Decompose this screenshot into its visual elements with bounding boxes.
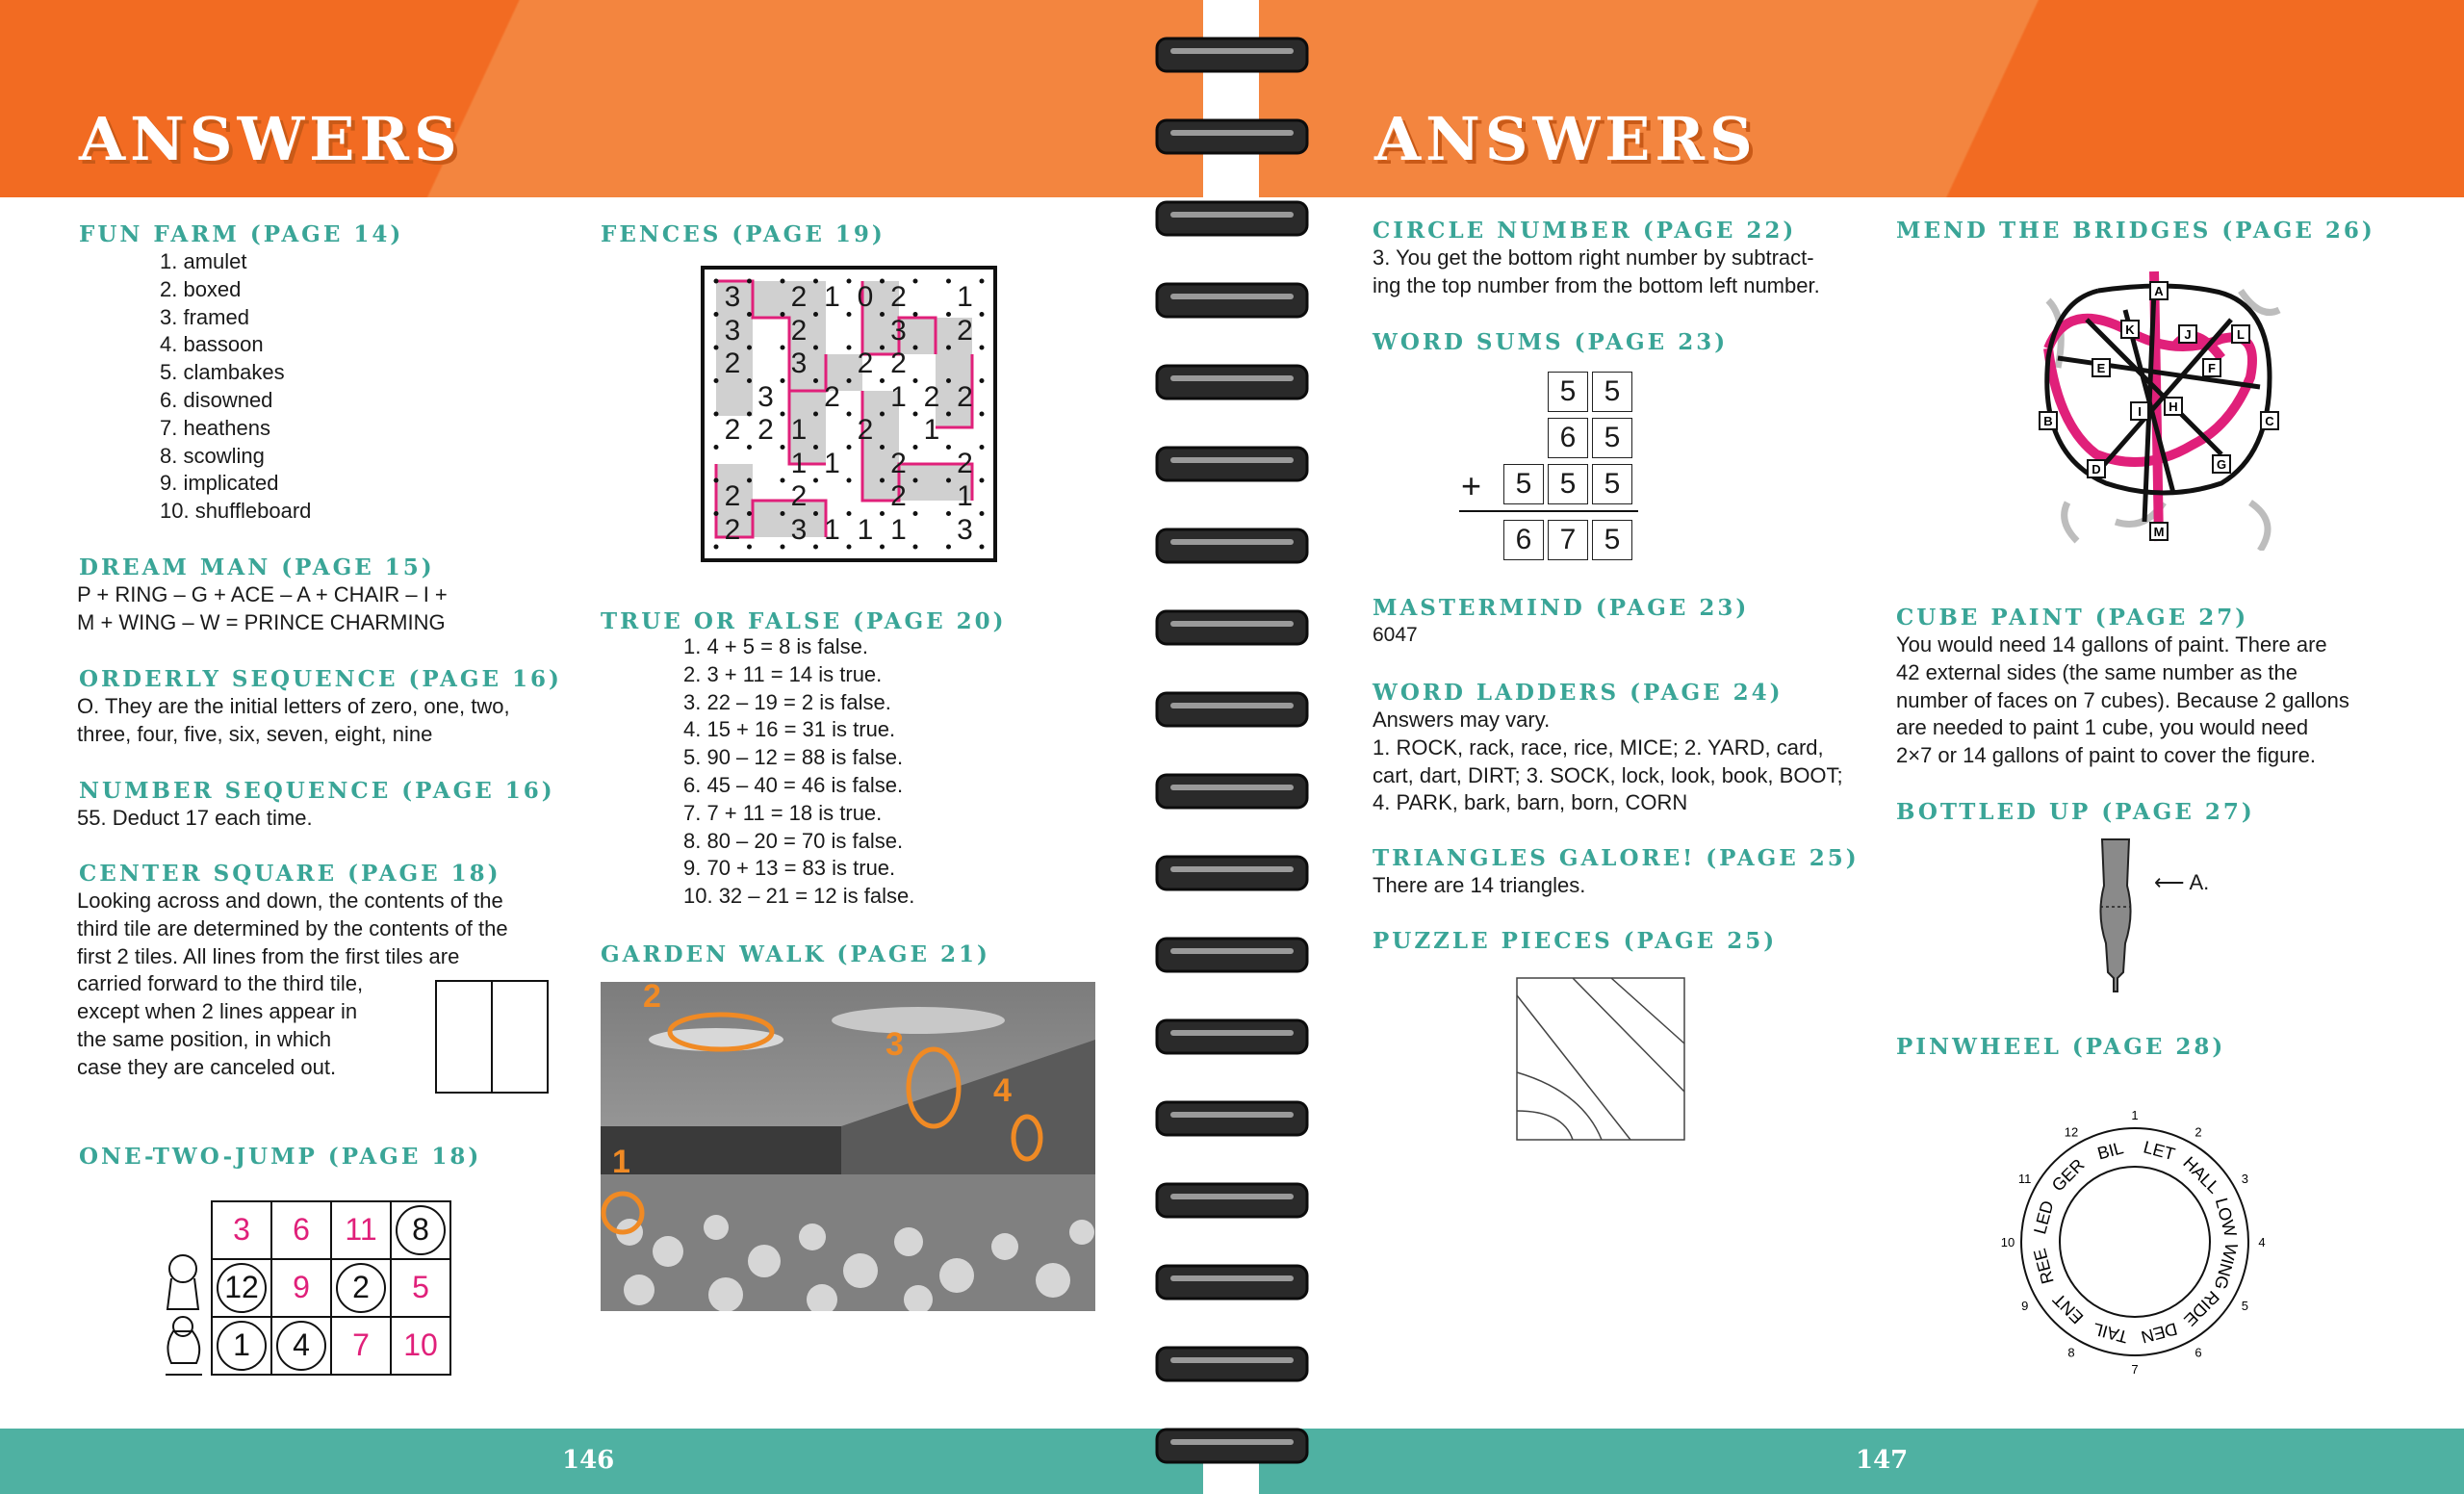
pinwheel-word: ENT <box>2048 1289 2088 1328</box>
spiral-ring-highlight <box>1170 1030 1294 1036</box>
text-line: You would need 14 gallons of paint. There are <box>1896 632 2327 657</box>
text-line: 3. You get the bottom right number by subtract- <box>1373 245 1814 270</box>
pinwheel-number: 8 <box>2067 1345 2075 1360</box>
fence-number: 1 <box>890 380 907 413</box>
fence-number: 2 <box>757 414 774 446</box>
fence-number: 1 <box>957 281 973 313</box>
fence-number: 3 <box>790 513 808 546</box>
text-line: number of faces on 7 cubes). Because 2 gallons <box>1896 687 2349 712</box>
text-line: ing the top number from the bottom left number. <box>1373 272 1820 297</box>
text-line: three, four, five, six, seven, eight, nine <box>77 721 433 746</box>
bridge-node-label: M <box>2153 525 2165 539</box>
digit-box: 5 <box>1592 418 1632 458</box>
text-line: third tile are determined by the contents of the <box>77 915 508 940</box>
pinwheel-number: 10 <box>2000 1235 2015 1249</box>
spiral-ring-highlight <box>1170 703 1294 708</box>
digit-box: 5 <box>1548 464 1588 504</box>
pinwheel-figure <box>1971 1069 2298 1405</box>
list-item: 2. boxed <box>160 276 242 301</box>
list-item: 9. 70 + 13 = 83 is true. <box>683 856 896 881</box>
pinwheel-word: LED <box>2030 1198 2058 1237</box>
pinwheel-number: 3 <box>2241 1172 2248 1186</box>
garden-walk-heading: GARDEN WALK (PAGE 21) <box>601 941 990 967</box>
arrow-left-icon: ⟵ <box>2154 870 2190 894</box>
pinwheel-word: BIL <box>2094 1138 2126 1164</box>
grid-number: 3 <box>233 1212 250 1247</box>
pinwheel-number: 6 <box>2194 1345 2202 1360</box>
text-line: cart, dart, DIRT; 3. SOCK, lock, look, book, BOOT; <box>1373 762 1843 787</box>
sum-line <box>1459 510 1638 512</box>
grid-number: 7 <box>352 1327 370 1362</box>
grid-number: 1 <box>233 1327 250 1362</box>
word-sums-grid <box>1461 372 1638 560</box>
fence-number: 2 <box>923 380 940 413</box>
spiral-ring <box>1157 1430 1307 1462</box>
spiral-ring-highlight <box>1170 1194 1294 1199</box>
digit-box: 7 <box>1548 520 1588 560</box>
right-page <box>1259 0 2464 1494</box>
grid-number: 2 <box>352 1270 370 1304</box>
pinwheel-word: HALL <box>2179 1152 2224 1198</box>
circle-number-heading: CIRCLE NUMBER (PAGE 22) <box>1373 218 1797 244</box>
fence-number: 2 <box>790 314 808 347</box>
bridge-node-label: G <box>2216 457 2227 472</box>
marker-label: 4 <box>993 1072 1012 1109</box>
text-line: 2×7 or 14 gallons of paint to cover the figure. <box>1896 743 2317 768</box>
list-item: 4. 15 + 16 = 31 is true. <box>683 717 896 742</box>
spiral-ring-highlight <box>1170 375 1294 381</box>
bridge-node-label: F <box>2208 361 2216 375</box>
list-item: 7. heathens <box>160 415 270 440</box>
fence-number: 1 <box>957 480 973 512</box>
circle-number-text <box>1373 245 1820 300</box>
pinwheel-number: 2 <box>2194 1124 2202 1140</box>
spiral-ring <box>1157 1102 1307 1135</box>
mastermind-heading: MASTERMIND (PAGE 23) <box>1373 595 1750 621</box>
fence-number: 3 <box>957 513 973 546</box>
spiral-ring <box>1157 857 1307 889</box>
fence-number: 2 <box>890 348 907 379</box>
spiral-ring <box>1157 120 1307 153</box>
list-item: 8. scowling <box>160 443 265 468</box>
text-line: Looking across and down, the contents of the <box>77 889 503 913</box>
fence-number: 2 <box>724 513 741 546</box>
fence-number: 1 <box>790 414 808 446</box>
list-item: 1. amulet <box>160 249 247 273</box>
digit-box: 6 <box>1548 418 1588 458</box>
spiral-ring <box>1157 775 1307 808</box>
bridge-node-label: B <box>2043 414 2053 428</box>
bridge-node-label: D <box>2092 462 2101 477</box>
spiral-ring <box>1157 39 1307 71</box>
word-ladders-heading: WORD LADDERS (PAGE 24) <box>1373 680 1784 706</box>
pinwheel-number: 1 <box>2131 1108 2139 1122</box>
fence-number: 2 <box>857 414 874 446</box>
spiral-ring <box>1157 611 1307 644</box>
spiral-ring-highlight <box>1170 785 1294 790</box>
fence-number: 2 <box>957 314 973 347</box>
spiral-ring-highlight <box>1170 1439 1294 1445</box>
page-number: 146 <box>562 1446 615 1475</box>
fence-number: 1 <box>790 447 808 479</box>
fence-number: 2 <box>724 348 741 379</box>
bridge-node-label: H <box>2169 399 2178 414</box>
fence-number: 1 <box>824 513 840 546</box>
text-line: There are 14 triangles. <box>1373 873 1586 897</box>
spiral-ring <box>1157 284 1307 317</box>
list-item: 8. 80 – 20 = 70 is false. <box>683 828 904 853</box>
spiral-ring <box>1157 448 1307 480</box>
pinwheel-word: RIDE <box>2180 1287 2223 1330</box>
text-line: case they are canceled out. <box>77 1054 337 1079</box>
text-line: O. They are the initial letters of zero, one, two, <box>77 694 510 718</box>
list-item: 10. 32 – 21 = 12 is false. <box>683 884 915 909</box>
grid-number: 8 <box>412 1212 429 1247</box>
fence-number: 1 <box>890 513 907 546</box>
fence-number: 2 <box>724 480 741 512</box>
spiral-ring-highlight <box>1170 212 1294 218</box>
knight-illustration <box>154 1249 214 1386</box>
fence-number: 3 <box>890 314 907 347</box>
fence-number: 1 <box>824 281 840 313</box>
fence-number: 2 <box>857 348 874 379</box>
fence-number: 3 <box>724 314 741 347</box>
plus-sign: + <box>1461 466 1482 505</box>
bottle-arrow-label <box>2154 870 2209 895</box>
list-item: 6. disowned <box>160 387 273 412</box>
fence-number: 2 <box>957 380 973 413</box>
bottle-figure <box>2087 837 2144 993</box>
page-title: ANSWERS <box>1374 104 1758 174</box>
number-sequence-heading: NUMBER SEQUENCE (PAGE 16) <box>79 778 555 804</box>
list-item: 3. 22 – 19 = 2 is false. <box>683 689 891 714</box>
pinwheel-heading: PINWHEEL (PAGE 28) <box>1896 1034 2226 1060</box>
spiral-ring-highlight <box>1170 1112 1294 1118</box>
grid-number: 11 <box>345 1212 377 1247</box>
fence-number: 0 <box>857 281 874 313</box>
dream-man-heading: DREAM MAN (PAGE 15) <box>79 554 435 580</box>
pinwheel-number: 9 <box>2021 1299 2029 1313</box>
digit-box: 5 <box>1548 372 1588 412</box>
digit-box: 5 <box>1592 464 1632 504</box>
digit-box: 5 <box>1592 520 1632 560</box>
spiral-ring-highlight <box>1170 294 1294 299</box>
triangles-galore-text <box>1373 872 1585 900</box>
triangles-galore-heading: TRIANGLES GALORE! (PAGE 25) <box>1373 845 1860 871</box>
marker-label: 1 <box>612 1144 630 1180</box>
pinwheel-word: LET <box>2141 1137 2177 1165</box>
spiral-ring <box>1157 1348 1307 1380</box>
grid-number: 4 <box>293 1327 310 1362</box>
fun-farm-list <box>160 248 311 526</box>
one-two-jump-heading: ONE-TWO-JUMP (PAGE 18) <box>79 1144 482 1170</box>
spiral-ring <box>1157 202 1307 235</box>
text-line: are needed to paint 1 cube, you would need <box>1896 715 2309 740</box>
fence-number: 3 <box>790 348 808 379</box>
list-item: 5. 90 – 12 = 88 is false. <box>683 745 904 770</box>
spiral-ring <box>1157 1184 1307 1217</box>
pinwheel-number: 4 <box>2258 1235 2266 1249</box>
list-item: 7. 7 + 11 = 18 is true. <box>683 800 883 825</box>
spiral-ring-highlight <box>1170 48 1294 54</box>
list-item: 1. 4 + 5 = 8 is false. <box>683 634 869 658</box>
list-item: 10. shuffleboard <box>160 499 312 524</box>
page-title: ANSWERS <box>79 104 462 174</box>
text-line: the same position, in which <box>77 1026 332 1051</box>
cube-paint-heading: CUBE PAINT (PAGE 27) <box>1896 605 2249 631</box>
orderly-sequence-text <box>77 693 510 749</box>
grid-number: 10 <box>403 1327 438 1362</box>
fence-number: 3 <box>757 380 774 413</box>
text-line: 4. PARK, bark, barn, born, CORN <box>1373 790 1688 815</box>
digit-box: 5 <box>1592 372 1632 412</box>
spiral-ring-highlight <box>1170 948 1294 954</box>
fence-number: 2 <box>824 380 840 413</box>
fence-number: 2 <box>957 447 973 479</box>
pinwheel-number: 7 <box>2131 1362 2139 1377</box>
bridge-node-label: A <box>2154 284 2164 298</box>
spiral-binding <box>1151 0 1313 1494</box>
pinwheel-number: 12 <box>2064 1124 2079 1140</box>
spiral-ring-highlight <box>1170 457 1294 463</box>
number-sequence-text <box>77 805 313 833</box>
center-square-tile <box>435 980 549 1094</box>
mend-the-bridges-heading: MEND THE BRIDGES (PAGE 26) <box>1896 218 2375 244</box>
text-line: 42 external sides (the same number as the <box>1896 659 2298 684</box>
fence-number: 2 <box>724 414 741 446</box>
digit-box: 5 <box>1503 464 1544 504</box>
list-item: 5. clambakes <box>160 360 285 385</box>
pinwheel-word: TAIL <box>2091 1319 2130 1348</box>
text-line: 1. ROCK, rack, race, rice, MICE; 2. YARD, card, <box>1373 734 1824 760</box>
grid-number: 6 <box>293 1212 310 1247</box>
text-line: carried forward to the third tile, <box>77 971 364 996</box>
true-or-false-heading: TRUE OR FALSE (PAGE 20) <box>601 608 1007 634</box>
true-or-false-list <box>683 633 914 911</box>
fence-number: 2 <box>890 281 907 313</box>
text-line: 6047 <box>1373 624 1418 646</box>
text-line: P + RING – G + ACE – A + CHAIR – I + <box>77 582 448 606</box>
fun-farm-heading: FUN FARM (PAGE 14) <box>79 221 404 247</box>
text-line: 55. Deduct 17 each time. <box>77 806 313 830</box>
bridge-node-label: J <box>2184 327 2192 342</box>
text-line: M + WING – W = PRINCE CHARMING <box>77 609 446 634</box>
spiral-ring-highlight <box>1170 1357 1294 1363</box>
grid-number: 9 <box>293 1270 310 1304</box>
marker-label: 3 <box>886 1026 904 1063</box>
dream-man-text <box>77 581 448 637</box>
marker-label: 2 <box>643 982 661 1015</box>
puzzle-pieces-figure <box>1515 976 1686 1142</box>
cube-paint-text <box>1896 631 2349 770</box>
pinwheel-word: LOW <box>2211 1196 2241 1240</box>
page-number: 147 <box>1856 1446 1909 1475</box>
spiral-ring <box>1157 693 1307 726</box>
puzzle-pieces-heading: PUZZLE PIECES (PAGE 25) <box>1373 928 1778 954</box>
pinwheel-word: GER <box>2047 1154 2089 1196</box>
bottle-label: A. <box>2189 870 2210 894</box>
bottled-up-heading: BOTTLED UP (PAGE 27) <box>1896 799 2255 825</box>
spiral-ring-highlight <box>1170 1275 1294 1281</box>
spiral-ring-highlight <box>1170 130 1294 136</box>
bridge-node-label: K <box>2125 322 2135 337</box>
word-ladders-text <box>1373 707 1843 817</box>
spiral-ring <box>1157 366 1307 399</box>
fence-number: 1 <box>857 513 874 546</box>
word-sums-heading: WORD SUMS (PAGE 23) <box>1373 329 1729 355</box>
digit-box: 6 <box>1503 520 1544 560</box>
list-item: 6. 45 – 40 = 46 is false. <box>683 772 904 797</box>
bridges-map <box>2029 262 2289 551</box>
fences-heading: FENCES (PAGE 19) <box>601 221 886 247</box>
list-item: 4. bassoon <box>160 332 264 357</box>
list-item: 3. framed <box>160 304 249 329</box>
text-line: Answers may vary. <box>1373 708 1551 732</box>
fence-number: 1 <box>923 414 940 446</box>
spiral-ring <box>1157 1266 1307 1299</box>
fence-number: 2 <box>790 281 808 313</box>
grid-number: 5 <box>412 1270 429 1304</box>
grid-number: 12 <box>224 1270 259 1304</box>
one-two-jump-numbers <box>210 1199 452 1377</box>
fence-number: 2 <box>790 480 808 512</box>
bridge-node-label: E <box>2096 361 2106 375</box>
bridge-node-label: I <box>2138 404 2142 419</box>
left-page <box>0 0 1203 1494</box>
spiral-ring-highlight <box>1170 539 1294 545</box>
text-line: except when 2 lines appear in <box>77 999 358 1024</box>
pinwheel-number: 11 <box>2017 1172 2032 1186</box>
orderly-sequence-heading: ORDERLY SEQUENCE (PAGE 16) <box>79 666 562 692</box>
pinwheel-word: REE <box>2029 1246 2058 1286</box>
fence-number: 3 <box>724 281 741 313</box>
pinwheel-word: WING <box>2210 1241 2242 1292</box>
bridge-node-label: L <box>2237 327 2245 342</box>
spiral-ring <box>1157 1020 1307 1053</box>
text-line: first 2 tiles. All lines from the first tiles are <box>77 943 460 968</box>
garden-walk-photo <box>601 982 1095 1311</box>
pinwheel-word: DEN <box>2139 1319 2180 1348</box>
spiral-ring <box>1157 939 1307 971</box>
center-square-heading: CENTER SQUARE (PAGE 18) <box>79 861 501 887</box>
mastermind-text <box>1373 622 1418 650</box>
spiral-ring <box>1157 529 1307 562</box>
list-item: 9. implicated <box>160 471 279 496</box>
list-item: 2. 3 + 11 = 14 is true. <box>683 661 883 686</box>
fence-number: 1 <box>824 447 840 479</box>
spiral-ring-highlight <box>1170 866 1294 872</box>
fence-number: 2 <box>890 447 907 479</box>
spiral-ring-highlight <box>1170 621 1294 627</box>
fence-number: 2 <box>890 480 907 512</box>
bridge-node-label: C <box>2265 414 2274 428</box>
fences-numbers <box>701 266 997 562</box>
pinwheel-number: 5 <box>2241 1299 2248 1313</box>
